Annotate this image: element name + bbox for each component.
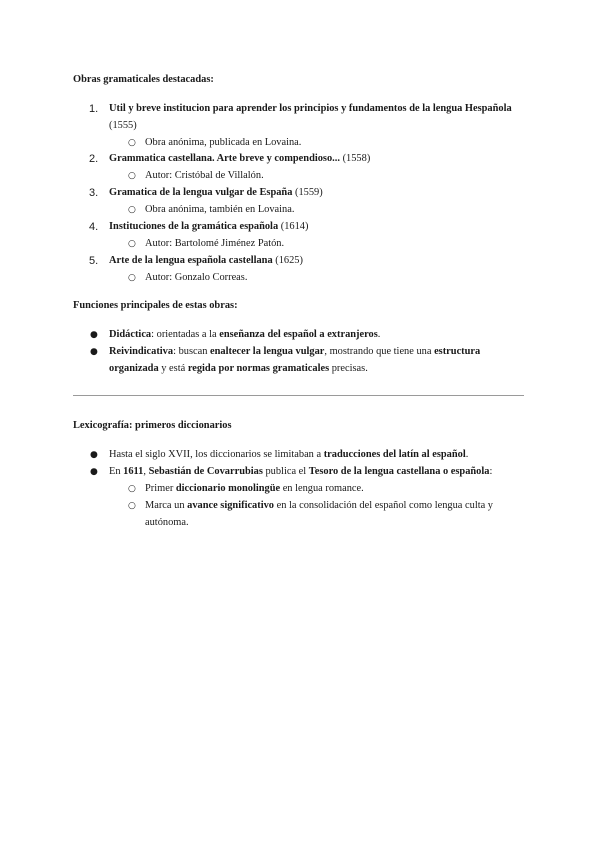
bold-text: traducciones del latín al español bbox=[323, 449, 466, 460]
text: publica el bbox=[262, 466, 309, 477]
sub-item bbox=[145, 498, 515, 531]
bold-text: Reivindicativa bbox=[109, 346, 174, 357]
work-year: (1555) bbox=[109, 119, 137, 131]
work-year: (1614) bbox=[280, 221, 309, 232]
bullet-icon: ● bbox=[90, 347, 98, 357]
text: : buscan bbox=[173, 346, 211, 357]
text: . bbox=[377, 329, 381, 340]
list-item bbox=[109, 219, 529, 236]
list-number: 4. bbox=[89, 221, 99, 233]
text: Primer bbox=[145, 483, 176, 494]
text: en lengua romance. bbox=[280, 483, 364, 494]
work-year: (1558) bbox=[342, 153, 371, 164]
sub-item bbox=[145, 481, 515, 498]
bullet-icon: ● bbox=[90, 467, 98, 477]
obras-heading: Obras gramaticales destacadas: bbox=[73, 74, 214, 85]
work-title: Grammatica castellana. Arte breve y compendioso... bbox=[109, 153, 340, 164]
list-number: 3. bbox=[89, 187, 99, 199]
text: , mostrando que tiene una bbox=[324, 346, 435, 357]
list-number: 1. bbox=[89, 103, 99, 115]
sub-item: Autor: Gonzalo Correas. bbox=[145, 272, 248, 283]
circle-bullet-icon: ○ bbox=[128, 501, 136, 511]
work-title: Util y breve institucion para aprender los principios y fundamentos de la lengua Hespañola bbox=[109, 103, 512, 114]
bold-text: Didáctica bbox=[109, 329, 152, 340]
list-item bbox=[109, 464, 539, 481]
bold-text: Sebastián de Covarrubias bbox=[148, 466, 263, 477]
sub-item: Autor: Cristóbal de Villalón. bbox=[145, 170, 264, 181]
bold-text: Tesoro de la lengua castellana o española bbox=[308, 466, 490, 477]
text: En bbox=[109, 466, 124, 477]
bullet-icon: ● bbox=[90, 330, 98, 340]
list-item bbox=[109, 101, 529, 134]
bold-text: estructura organizada bbox=[109, 346, 481, 374]
bold-text: enaltecer la lengua vulgar bbox=[210, 346, 325, 357]
list-item bbox=[109, 185, 529, 202]
bold-text: enseñanza del español a extranjeros bbox=[219, 329, 378, 340]
text: precisas. bbox=[329, 362, 368, 374]
circle-bullet-icon: ○ bbox=[128, 205, 136, 215]
bullet-icon: ● bbox=[90, 450, 98, 460]
bold-text: regida por normas gramaticales bbox=[187, 362, 330, 374]
lexicografia-heading: Lexicografía: primeros diccionarios bbox=[73, 420, 232, 431]
horizontal-divider bbox=[73, 395, 524, 396]
list-number: 2. bbox=[89, 153, 99, 165]
bold-text: avance significativo bbox=[187, 500, 274, 511]
bold-text: 1611 bbox=[123, 466, 144, 477]
text: : bbox=[489, 466, 493, 477]
circle-bullet-icon: ○ bbox=[128, 171, 136, 181]
circle-bullet-icon: ○ bbox=[128, 239, 136, 249]
list-number: 5. bbox=[89, 255, 99, 267]
work-title: Gramatica de la lengua vulgar de España bbox=[109, 187, 293, 198]
circle-bullet-icon: ○ bbox=[128, 273, 136, 283]
text: : orientadas a la bbox=[151, 329, 220, 340]
circle-bullet-icon: ○ bbox=[128, 138, 136, 148]
sub-item: Autor: Bartolomé Jiménez Patón. bbox=[145, 238, 285, 249]
bold-text: diccionario monolingüe bbox=[175, 483, 281, 494]
funciones-heading: Funciones principales de estas obras: bbox=[73, 300, 238, 311]
list-item bbox=[109, 344, 529, 377]
work-title: Instituciones de la gramática española bbox=[109, 221, 279, 232]
list-item bbox=[109, 151, 529, 168]
sub-item: Obra anónima, publicada en Lovaina. bbox=[145, 137, 302, 148]
text: y está bbox=[158, 362, 188, 374]
list-item bbox=[109, 447, 529, 464]
text: Marca un bbox=[145, 500, 188, 511]
text: . bbox=[465, 449, 469, 460]
sub-item: Obra anónima, también en Lovaina. bbox=[145, 204, 295, 215]
text: en la consolidación del español como lengua culta y autónoma. bbox=[145, 500, 493, 528]
circle-bullet-icon: ○ bbox=[128, 484, 136, 494]
text: , bbox=[143, 466, 149, 477]
text: Hasta el siglo XVII, los diccionarios se limitaban a bbox=[109, 449, 324, 460]
work-year: (1559) bbox=[295, 187, 323, 198]
work-title: Arte de la lengua española castellana bbox=[109, 255, 273, 266]
work-year: (1625) bbox=[275, 255, 303, 266]
list-item bbox=[109, 327, 529, 344]
list-item bbox=[109, 253, 529, 270]
